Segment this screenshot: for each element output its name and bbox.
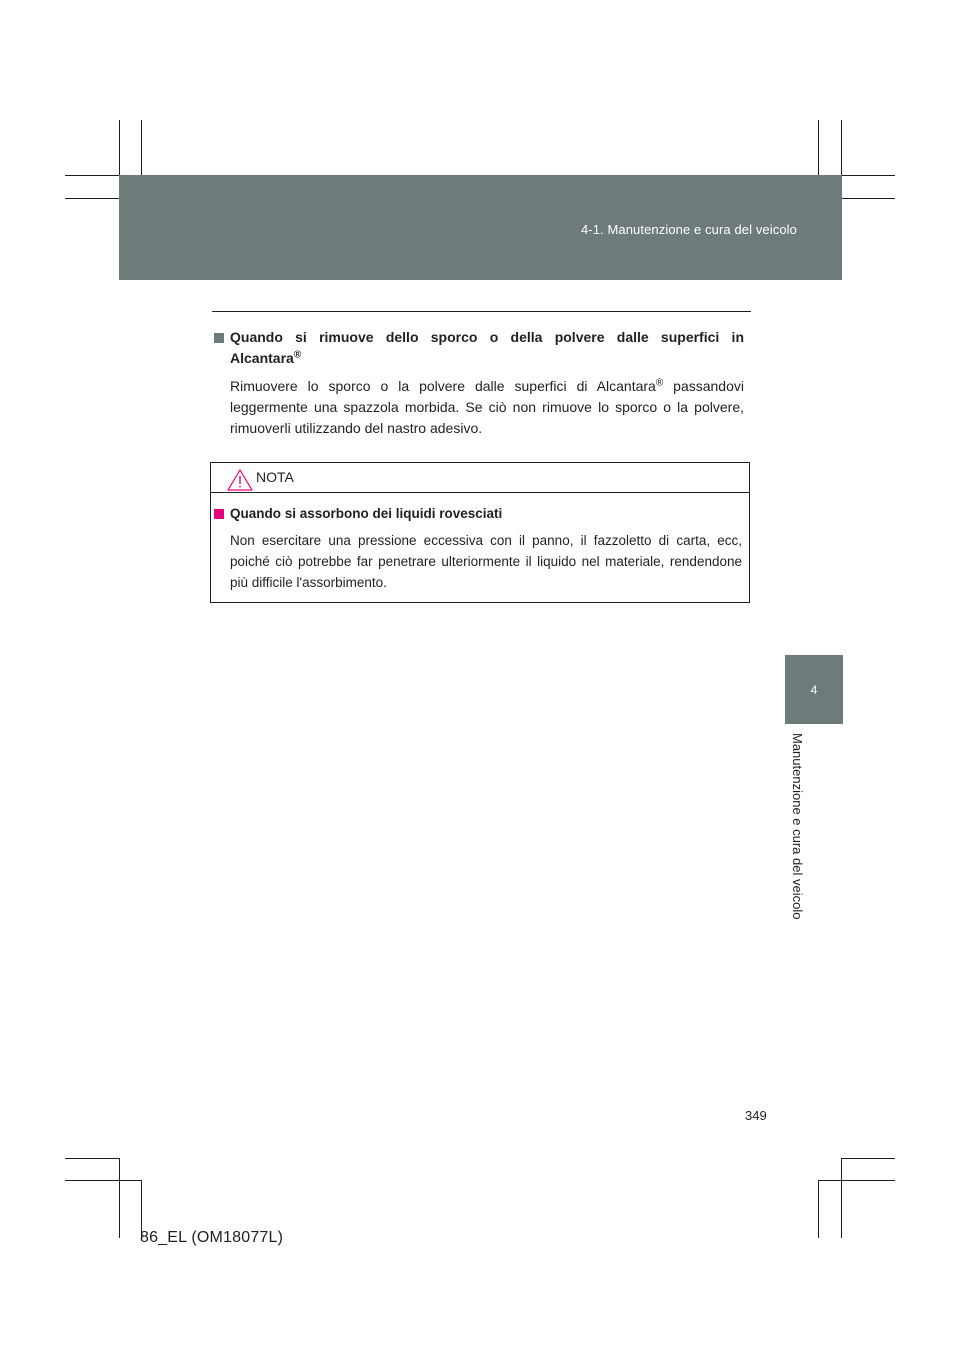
bullet-square-icon [214, 333, 224, 343]
crop-mark [65, 1158, 119, 1159]
crop-mark [841, 198, 895, 199]
nota-title: NOTA [256, 469, 294, 485]
nota-heading-text: Quando si assorbono dei liquidi rovesciati [230, 506, 503, 521]
crop-mark [818, 1180, 895, 1181]
section-title: 4-1. Manutenzione e cura del veicolo [580, 222, 797, 237]
crop-mark [65, 1180, 141, 1181]
crop-mark [141, 120, 142, 175]
crop-mark [841, 1158, 842, 1238]
body-text-part-2: passandovi leggermente una spazzola morbida. Se ciò non rimuove lo sporco o la polvere, rimuoverli utilizzando del nastro adesivo. [230, 378, 744, 436]
nota-body-text: Non esercitare una pressione eccessiva con il panno, il fazzoletto di carta, ecc, poiché ciò potrebbe far penetrare ulteriormente il liquido nel materiale, rendendone più difficile l'assorbimento. [230, 533, 742, 590]
crop-mark [119, 1158, 120, 1238]
warning-triangle-icon [227, 469, 253, 491]
trademark-symbol: ® [293, 349, 302, 361]
heading-line-2: Alcantara [230, 350, 294, 366]
alcantara-body [214, 376, 744, 439]
crop-mark [818, 120, 819, 175]
body-text-part-1: Rimuovere lo sporco o la polvere dalle superfici di Alcantara [230, 378, 656, 394]
chapter-tab [785, 655, 843, 724]
document-code: 86_EL (OM18077L) [140, 1229, 284, 1246]
page-number: 349 [745, 1108, 767, 1123]
alcantara-heading [214, 327, 744, 369]
alcantara-section [214, 327, 744, 439]
heading-line-1: Quando si rimuove dello sporco o della polvere dalle superfici in [230, 329, 744, 345]
crop-mark [65, 198, 119, 199]
chapter-label: Manutenzione e cura del veicolo [790, 733, 805, 920]
nota-content [214, 503, 742, 593]
nota-heading [214, 503, 742, 524]
nota-box [210, 462, 750, 603]
crop-mark [818, 1180, 819, 1238]
bullet-square-icon [214, 509, 224, 519]
page-header [119, 175, 842, 280]
crop-mark [841, 1158, 895, 1159]
trademark-symbol: ® [655, 377, 664, 389]
nota-header [211, 463, 749, 493]
section-divider [212, 311, 751, 312]
chapter-number: 4 [810, 683, 818, 697]
